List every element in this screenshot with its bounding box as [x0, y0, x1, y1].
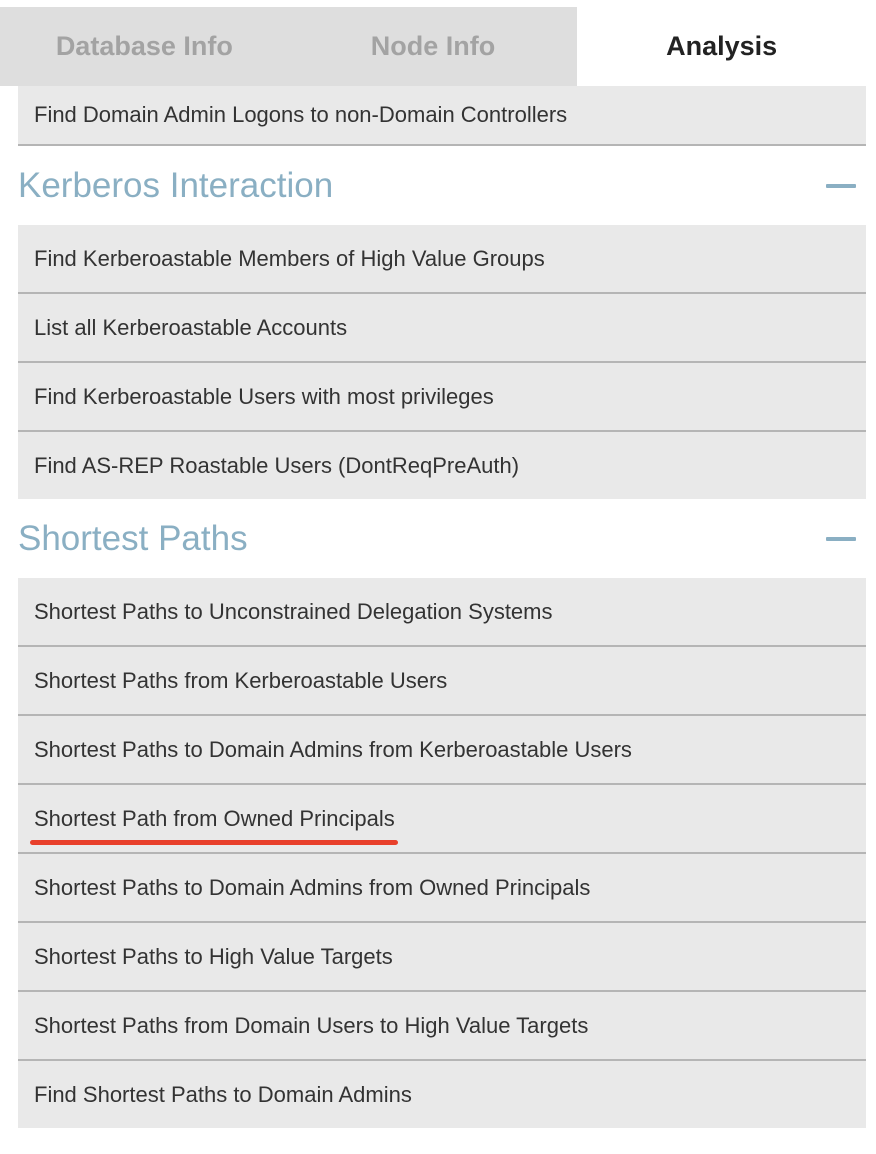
query-item-label: Shortest Paths to High Value Targets [34, 943, 393, 969]
tab-analysis[interactable]: Analysis [577, 7, 866, 86]
query-item[interactable] [18, 854, 866, 923]
query-item-label: Find Kerberoastable Users with most privileges [34, 383, 494, 409]
query-item[interactable] [18, 1061, 866, 1128]
query-item-label: List all Kerberoastable Accounts [34, 314, 348, 340]
analysis-panel [18, 86, 866, 1128]
query-item-label [34, 806, 395, 832]
query-item-label: Find AS-REP Roastable Users (DontReqPreAuth) [34, 452, 520, 478]
query-item-text: Shortest Path from Owned Principals [34, 805, 395, 831]
tab-bar [0, 7, 866, 86]
query-item[interactable] [18, 363, 866, 432]
section-title: Kerberos Interaction [18, 165, 334, 205]
query-item[interactable] [18, 992, 866, 1061]
query-item-label: Shortest Paths from Kerberoastable Users [34, 667, 448, 693]
collapse-minus-icon[interactable] [826, 184, 856, 188]
query-item[interactable] [18, 647, 866, 716]
query-item[interactable] [18, 432, 866, 499]
section-title: Shortest Paths [18, 518, 248, 558]
query-item[interactable] [18, 578, 866, 647]
tab-node-info[interactable]: Node Info [289, 7, 578, 86]
query-item-label: Shortest Paths to Unconstrained Delegation Systems [34, 598, 553, 624]
tab-database-info[interactable]: Database Info [0, 7, 289, 86]
query-item[interactable] [18, 225, 866, 294]
query-item-label: Find Domain Admin Logons to non-Domain Controllers [34, 102, 568, 127]
section-header-kerberos [18, 146, 866, 225]
query-item[interactable] [18, 716, 866, 785]
query-item-domain-admin-logons[interactable] [18, 86, 866, 146]
collapse-minus-icon[interactable] [826, 537, 856, 541]
query-item-label: Shortest Paths to Domain Admins from Owned Principals [34, 874, 591, 900]
query-item-label: Find Kerberoastable Members of High Value Groups [34, 245, 545, 271]
query-item-label: Shortest Paths to Domain Admins from Kerberoastable Users [34, 736, 632, 762]
query-item[interactable] [18, 923, 866, 992]
query-item-highlighted[interactable] [18, 785, 866, 854]
query-item-label: Find Shortest Paths to Domain Admins [34, 1081, 412, 1107]
highlight-underline [30, 840, 398, 845]
section-header-shortest-paths [18, 499, 866, 578]
query-item-label: Shortest Paths from Domain Users to High Value Targets [34, 1012, 589, 1038]
query-item[interactable] [18, 294, 866, 363]
